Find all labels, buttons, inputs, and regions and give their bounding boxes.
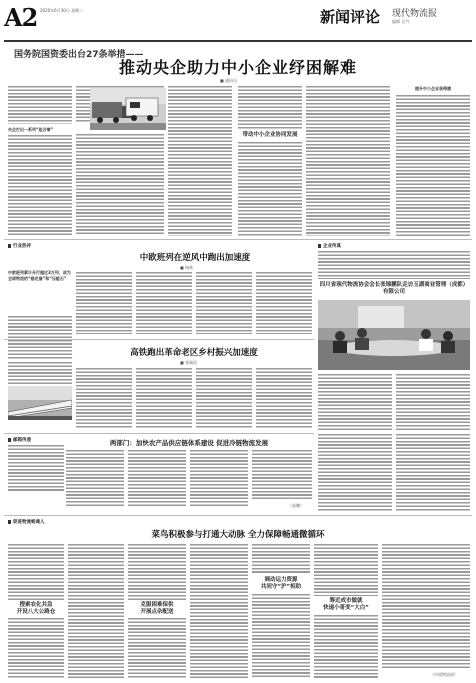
editor-info: 编辑 吴丹 [392, 19, 410, 24]
bottom-subhead-right-2: 共同守“沪”相助 [260, 584, 302, 590]
bottom-subhead-far-1: 筹近成市做就 [329, 598, 363, 604]
lead-column-head: 提升中小企业获得感 [415, 86, 451, 91]
enterprise-body-1 [318, 374, 392, 430]
lead-body-3 [8, 135, 72, 235]
mail-body-0 [8, 445, 64, 491]
bottom-body-7 [252, 544, 310, 574]
bottom-headline: 菜鸟积极参与打通大动脉 全力保障畅通微循环 [151, 530, 325, 540]
mail-body-3 [190, 450, 248, 506]
bottom-body-6 [190, 544, 248, 678]
bottom-body-3 [68, 544, 124, 678]
masthead-rule [4, 40, 472, 42]
industry-body-2 [76, 272, 132, 334]
industry-body-3 [136, 272, 192, 334]
mail-tag: 邮箱传递 [8, 437, 31, 443]
bottom-source: （中国物流网） [430, 672, 458, 677]
enterprise-body-4 [396, 434, 470, 512]
mail-headline: 两部门：加快农产品供应链体系建设 促进冷链物流发展 [109, 439, 269, 447]
enterprise-body-3 [318, 434, 392, 512]
train-photo-icon [8, 386, 72, 420]
industry-body-1 [8, 316, 72, 360]
rule-4 [4, 515, 472, 516]
industry-tag: 行业热评 [8, 243, 31, 249]
bottom-body-8 [252, 594, 310, 678]
bottom-body-2 [8, 618, 64, 678]
lead-photo [90, 88, 166, 130]
lead-sidebar-heading: 央企打出一系列“组合拳” [8, 127, 54, 132]
enterprise-body-2 [396, 374, 470, 430]
rail-body-2 [76, 368, 132, 428]
mail-body-2 [128, 450, 186, 506]
rule-2 [4, 339, 314, 340]
bottom-body-1 [8, 544, 64, 600]
trucks-photo-icon [90, 88, 166, 130]
industry-lead-paragraph: 中欧班列累计开行超过3万列，成为全球物流的“稳定器”和“压舱石” [8, 270, 71, 281]
lead-body-5 [168, 86, 232, 236]
date-info: 2020年6月30日 星期二 [40, 8, 84, 13]
rail-body-3 [136, 368, 192, 428]
industry-headline: 中欧班列在逆风中跑出加速度 [139, 253, 251, 263]
rail-headline: 高铁跑出革命老区乡村振兴加速度 [130, 348, 258, 358]
lead-kicker: 国务院国资委出台27条举措—— [14, 50, 144, 60]
bottom-tag: 促进物流畅通人 [8, 519, 45, 525]
masthead [0, 0, 476, 42]
lead-body-1 [8, 86, 72, 124]
lead-body-9 [396, 95, 470, 236]
bottom-subhead-far-2: 快递小哥变“大白” [323, 605, 369, 611]
bottom-subhead-left-1: 搜索农化共急 [19, 602, 53, 608]
rail-photo [8, 386, 72, 420]
bottom-body-11 [382, 544, 470, 670]
section-title: 新闻评论 [320, 8, 381, 26]
lead-subhead: 带动中小企业协同发展 [242, 132, 298, 138]
enterprise-tag: 企业传真 [318, 243, 341, 249]
industry-byline: ■ 杨林 [180, 265, 194, 270]
lead-title: 推动央企助力中小企业纾困解难 [118, 58, 357, 77]
enterprise-headline: 四川省现代物流协会会长张锦鹏队走访玉湖商业管理（成都）有限公司 [319, 282, 469, 295]
meeting-photo-icon [318, 300, 470, 370]
rail-byline: ■ 张瑞国 [180, 360, 198, 365]
rule-1 [4, 239, 472, 240]
bottom-body-9 [314, 544, 378, 596]
bottom-subhead-right-1: 调动运力资源 [264, 577, 298, 583]
paper-name: 现代物流报 [392, 9, 438, 19]
lead-body-7 [238, 142, 302, 236]
rail-body-5 [256, 368, 312, 428]
lead-body-6 [238, 86, 302, 130]
mail-closing-tag: （高鹏） [288, 503, 304, 508]
bottom-body-4 [128, 544, 186, 600]
page-number: A2 [4, 3, 38, 32]
lead-body-8 [306, 86, 390, 236]
bottom-subhead-left-2: 开设八大公路仓 [16, 609, 56, 615]
lead-byline: ■ 通讯员 [220, 78, 238, 83]
lead-body-4 [76, 134, 164, 234]
bottom-body-10 [314, 615, 378, 678]
bottom-subhead-mid: 克服困难保供 [140, 602, 174, 608]
enterprise-photo [318, 300, 470, 370]
industry-body-5 [256, 272, 312, 334]
industry-body-4 [196, 272, 252, 334]
rail-body-4 [196, 368, 252, 428]
mail-body-4 [252, 450, 312, 500]
enterprise-intro [318, 251, 470, 279]
rail-body-1 [8, 362, 72, 384]
bottom-subhead-mid-2: 开展点杂配送 [140, 609, 174, 615]
rule-3 [4, 433, 314, 434]
mail-body-1 [66, 450, 124, 506]
bottom-body-5 [128, 618, 186, 678]
